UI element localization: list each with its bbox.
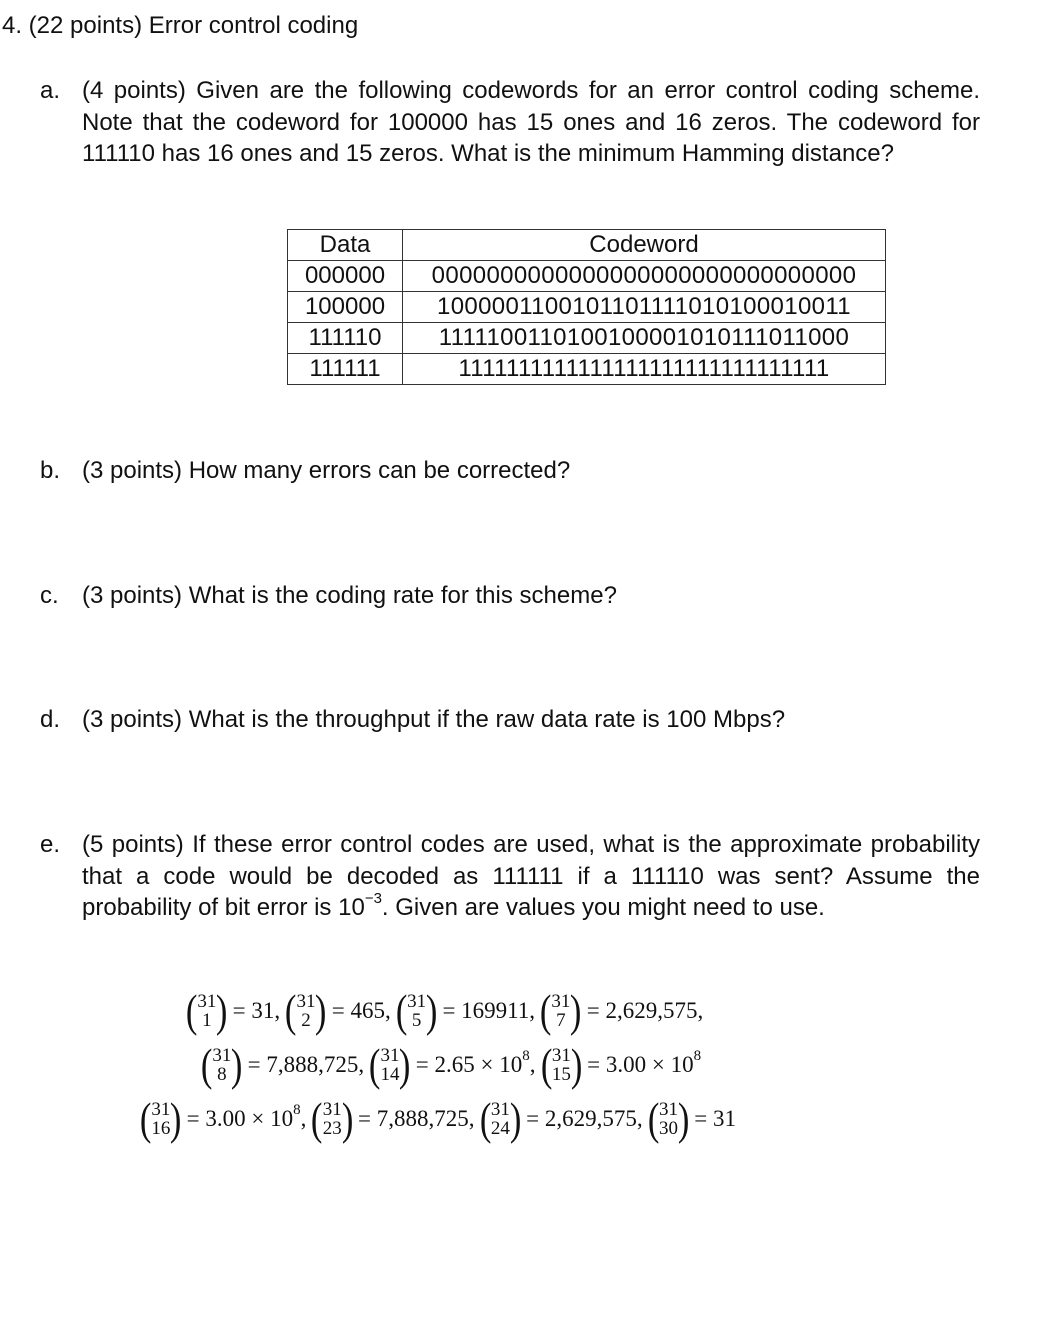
part-a-text: (4 points) Given are the following codewords for an error control coding scheme. Note that the codeword for 100000 has 15 ones and 16 zeros. The codeword for 111110 has 16 ones and 15 zeros. What is the minimum Hamming distance? [82,77,980,167]
right-paren: ) [570,985,582,1036]
right-paren: ) [677,1093,690,1144]
binomial-coefficient [184,985,230,1036]
header-codeword: Codeword [403,230,886,261]
ber-base: 10 [338,894,365,921]
left-paren: ( [285,985,297,1036]
binomial-k: 5 [411,1010,422,1031]
binomial-exponent: 8 [293,1102,301,1119]
cell-codeword: 1111100110100100001010111011000 [403,323,886,354]
binomial-k: 24 [490,1118,510,1139]
cell-codeword: 1000001100101101111010100010011 [403,292,886,323]
codeword-table [287,229,886,385]
binomial-stack [491,1100,510,1138]
binomial-value: = 2,629,575, [526,1106,643,1131]
binomial-k: 2 [301,1010,311,1031]
binomial-coefficient [367,1039,413,1090]
binomial-n: 31 [490,1099,510,1120]
binomial-value: = 31 [694,1106,737,1131]
binomial-exponent: 8 [522,1048,530,1065]
part-c-letter: c. [40,582,59,609]
binomial-stack [323,1100,342,1138]
binomial-n: 31 [658,1099,678,1120]
binomial-coefficient [478,1093,524,1144]
table-row [288,354,886,385]
right-paren: ) [341,1093,354,1144]
binomial-value: = $3.00 \times 10^8$ [587,1048,702,1077]
table-row [288,323,886,354]
part-d-letter: d. [40,706,61,733]
binomial-stack [551,992,570,1030]
right-paren: ) [216,985,228,1036]
right-paren: ) [231,1039,243,1090]
left-paren: ( [395,985,408,1036]
binomial-value: = 7,888,725, [247,1052,365,1077]
part-c-text: (3 points) What is the coding rate for this scheme? [82,582,617,609]
left-paren: ( [539,985,552,1036]
part-b [40,455,980,487]
binomial-coefficient [394,985,440,1036]
table-row [288,261,886,292]
left-paren: ( [540,1039,552,1090]
part-c [40,580,980,612]
binomial-stack [296,992,315,1030]
part-d-text: (3 points) What is the throughput if the raw data rate is 100 Mbps? [82,706,786,733]
binomial-stack [151,1100,170,1138]
part-d [40,704,980,736]
part-e-text [82,829,980,924]
binomial-value: = 2,629,575, [586,998,704,1023]
binomial-stack [197,992,216,1030]
cell-data: 111111 [288,354,403,385]
binomial-k: 16 [151,1118,171,1139]
binomial-n: 31 [407,991,427,1012]
left-paren: ( [311,1093,323,1144]
left-paren: ( [185,985,198,1036]
binomial-coefficient [538,985,584,1036]
part-e-text-after: . Given are values you might need to use. [381,894,825,921]
cell-codeword: 1111111111111111111111111111111 [403,354,886,385]
binomial-stack [212,1046,231,1084]
binomial-line-1 [182,985,704,1036]
left-paren: ( [647,1093,660,1144]
binomial-n: 31 [322,1099,342,1120]
left-paren: ( [200,1039,213,1090]
binomial-n: 31 [551,991,571,1012]
part-a [40,75,980,170]
binomial-stack [552,1046,571,1084]
part-e-letter: e. [40,831,61,858]
right-paren: ) [570,1039,583,1090]
binomial-k: 30 [658,1118,678,1139]
binomial-coefficient [138,1093,184,1144]
binomial-n: 31 [197,991,217,1012]
binomial-value: = 169911, [442,998,536,1023]
binomial-coefficient [539,1039,585,1090]
binomial-line-2 [197,1039,702,1090]
part-a-letter: a. [40,77,61,104]
binomial-k: 23 [322,1118,342,1139]
right-paren: ) [509,1093,522,1144]
binomial-k: 8 [217,1064,227,1085]
binomial-n: 31 [212,1045,232,1066]
left-paren: ( [139,1093,152,1144]
binomial-k: 1 [202,1010,212,1031]
ber-exponent: −3 [364,890,382,907]
binomial-value: = 7,888,725, [358,1106,475,1131]
binomial-coefficient [199,1039,245,1090]
binomial-value: = $2.65 \times 10^8$, [415,1048,536,1077]
part-b-text: (3 points) How many errors can be corrected? [82,457,571,484]
binomial-n: 31 [380,1045,400,1066]
right-paren: ) [426,985,438,1036]
binomial-value: = 31, [232,998,281,1023]
binomial-stack [407,992,426,1030]
binomial-k: 15 [551,1064,571,1085]
binomial-k: 7 [556,1010,566,1031]
binomial-coefficient [646,1093,692,1144]
binomial-n: 31 [151,1099,171,1120]
binomial-k: 14 [380,1064,400,1085]
binomial-value: = 465, [331,998,391,1023]
binomial-coefficient [283,985,329,1036]
cell-data: 100000 [288,292,403,323]
part-b-letter: b. [40,457,61,484]
table-row [288,292,886,323]
left-paren: ( [369,1039,381,1090]
header-data: Data [288,230,403,261]
binomial-value: = $3.00 \times 10^8$, [186,1102,307,1131]
right-paren: ) [399,1039,411,1090]
binomial-coefficient [309,1093,355,1144]
question-title: 4. (22 points) Error control coding [2,12,359,39]
left-paren: ( [479,1093,491,1144]
binomial-line-3 [136,1093,737,1144]
right-paren: ) [315,985,327,1036]
cell-data: 111110 [288,323,403,354]
binomial-n: 31 [296,991,316,1012]
cell-codeword: 0000000000000000000000000000000 [403,261,886,292]
right-paren: ) [170,1093,182,1144]
part-e [40,829,980,924]
binomial-exponent: 8 [693,1048,702,1065]
cell-data: 000000 [288,261,403,292]
part-e-text-before: (5 points) If these error control codes are used, what is the approximate probability that a code would be decoded as 111111 if a 111110 was sent? Assume the probability of bit error is [82,831,980,921]
binomial-stack [659,1100,678,1138]
table-header-row [288,230,886,261]
binomial-stack [380,1046,399,1084]
binomial-n: 31 [551,1045,571,1066]
